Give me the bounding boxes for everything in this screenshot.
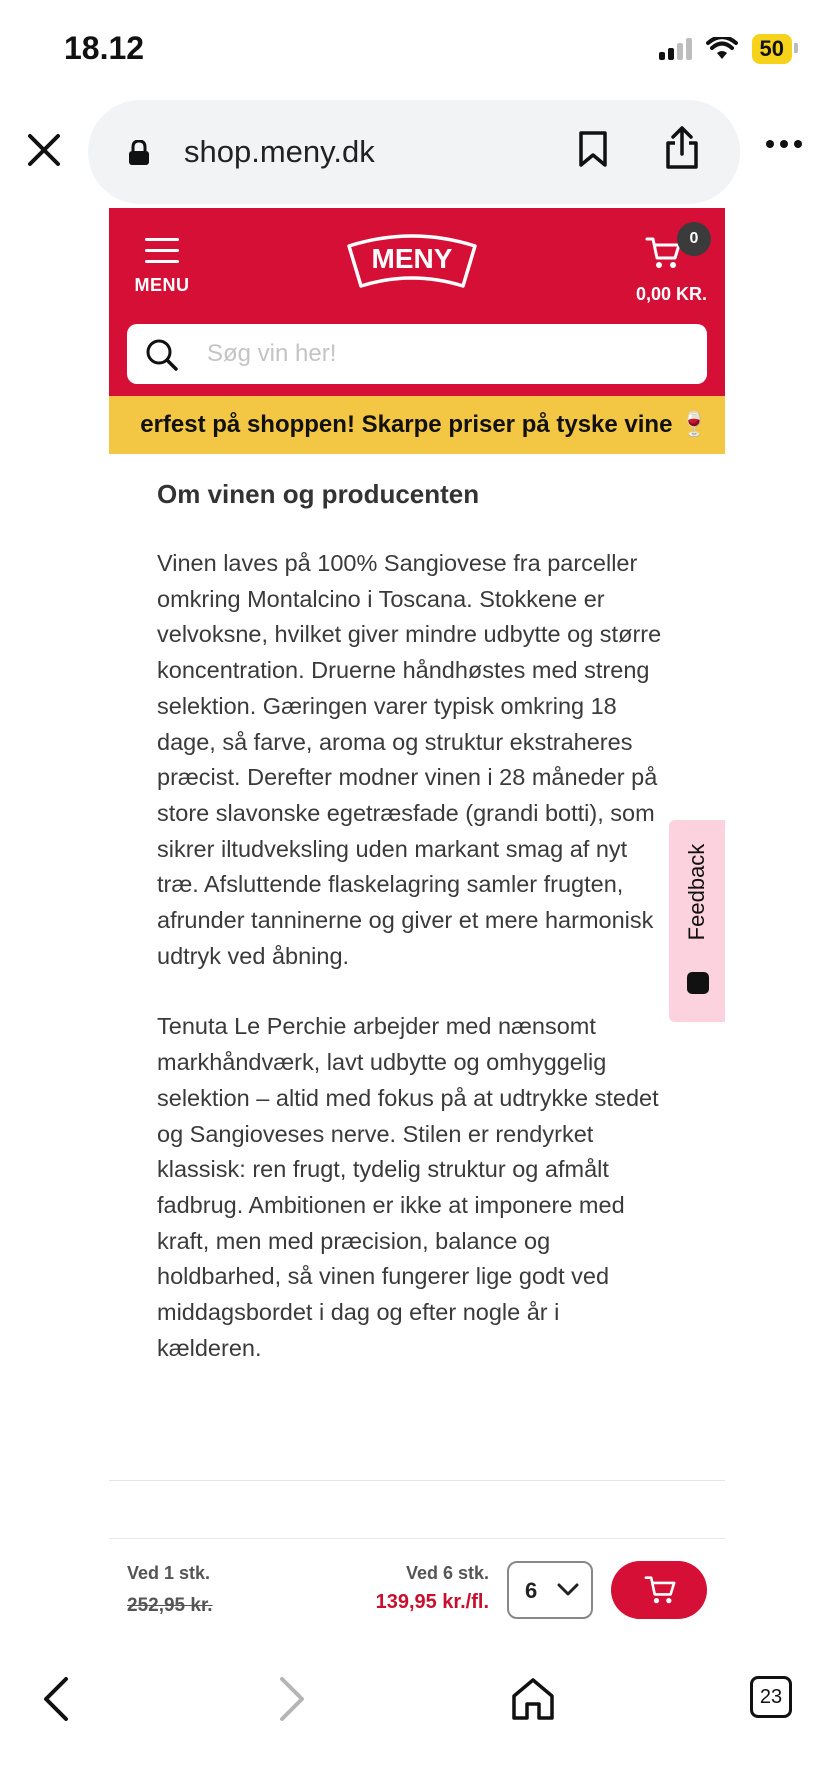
price-bar	[109, 1538, 725, 1638]
section-heading: Om vinen og producenten	[157, 479, 480, 509]
cart-count-badge: 0	[677, 222, 711, 256]
feedback-label: Feedback	[684, 843, 709, 941]
menu-label: MENU	[134, 275, 190, 295]
bookmark-icon[interactable]	[578, 130, 608, 168]
quantity-select[interactable]	[507, 1561, 593, 1619]
hamburger-icon	[145, 238, 179, 263]
tabs-button[interactable]: 23	[750, 1676, 792, 1718]
feedback-tab[interactable]	[669, 820, 725, 1022]
search-box[interactable]	[127, 324, 707, 384]
cart-total: 0,00 KR.	[635, 284, 707, 304]
status-icons	[659, 34, 792, 64]
cart-icon	[644, 1575, 676, 1605]
menu-button[interactable]	[127, 238, 197, 296]
share-icon[interactable]	[664, 126, 700, 170]
description-paragraph: Vinen laves på 100% Sangiovese fra parceller omkring Montalcino i Toscana. Stokkene er velvoksne, hvilket giver mindre udbytte og større koncentration. Druerne håndhøstes med streng selektion. Gæringen varer typisk omkring 18 dage, så farve, aroma og struktur ekstraheres præcist. Derefter modner vinen i 28 måneder på store slavonske egetræsfade (grandi botti), som sikrer iltudveksling uden markant smag af nyt træ. Afsluttende flaskelagring samler frugten, afrunder tanninerne og giver et mere harmonisk udtryk ved åbning.	[157, 550, 662, 969]
search-icon	[145, 338, 179, 372]
search-input[interactable]	[207, 336, 687, 372]
url-text[interactable]: shop.meny.dk	[184, 134, 375, 169]
promo-text: erfest på shoppen! Skarpe priser på tyske vine 🍷	[140, 411, 709, 438]
meny-logo[interactable]	[343, 228, 481, 292]
back-icon[interactable]	[40, 1676, 72, 1722]
cart-button[interactable]	[607, 222, 707, 302]
browser-toolbar	[0, 100, 828, 208]
wifi-icon	[706, 37, 738, 61]
forward-icon[interactable]	[276, 1676, 308, 1722]
producer-paragraph: Tenuta Le Perchie arbejder med nænsomt markhåndværk, lavt udbytte og omhyggelig selektion – altid med fokus på at udtrykke stedet og Sangioveses nerve. Stilen er rendyrket klassisk: ren frugt, tydelig struktur og afmålt fadbrug. Ambitionen er ikke at imponere med kraft, men med præcision, balance og holdbarhed, så vinen fungerer lige godt ved middagsbordet i dag og efter nogle år i kælderen.	[157, 1013, 659, 1361]
feedback-smiley-icon	[687, 972, 709, 994]
site-header	[109, 208, 725, 396]
address-bar[interactable]	[88, 100, 740, 204]
close-icon[interactable]	[24, 130, 64, 170]
single-price-label: Ved 1 stk.	[127, 1563, 211, 1583]
lock-icon	[128, 140, 150, 166]
status-time: 18.12	[64, 30, 145, 66]
browser-bottom-bar	[0, 1640, 828, 1792]
product-description	[157, 470, 667, 1366]
chevron-down-icon	[557, 1583, 579, 1597]
cart-icon	[645, 236, 681, 270]
logo-text: MENY	[371, 243, 453, 274]
signal-icon	[659, 38, 692, 60]
promo-banner[interactable]	[109, 396, 725, 454]
battery-indicator: 50	[752, 34, 792, 64]
quantity-value: 6	[525, 1578, 538, 1603]
divider	[109, 1480, 725, 1481]
status-bar	[0, 0, 828, 100]
multi-price-label: Ved 6 stk.	[405, 1563, 489, 1583]
multi-price-value: 139,95 kr./fl.	[375, 1591, 489, 1613]
add-to-cart-button[interactable]	[611, 1561, 707, 1619]
home-icon[interactable]	[510, 1676, 556, 1722]
more-icon[interactable]	[766, 140, 802, 148]
single-price-value: 252,95 kr.	[127, 1595, 213, 1616]
